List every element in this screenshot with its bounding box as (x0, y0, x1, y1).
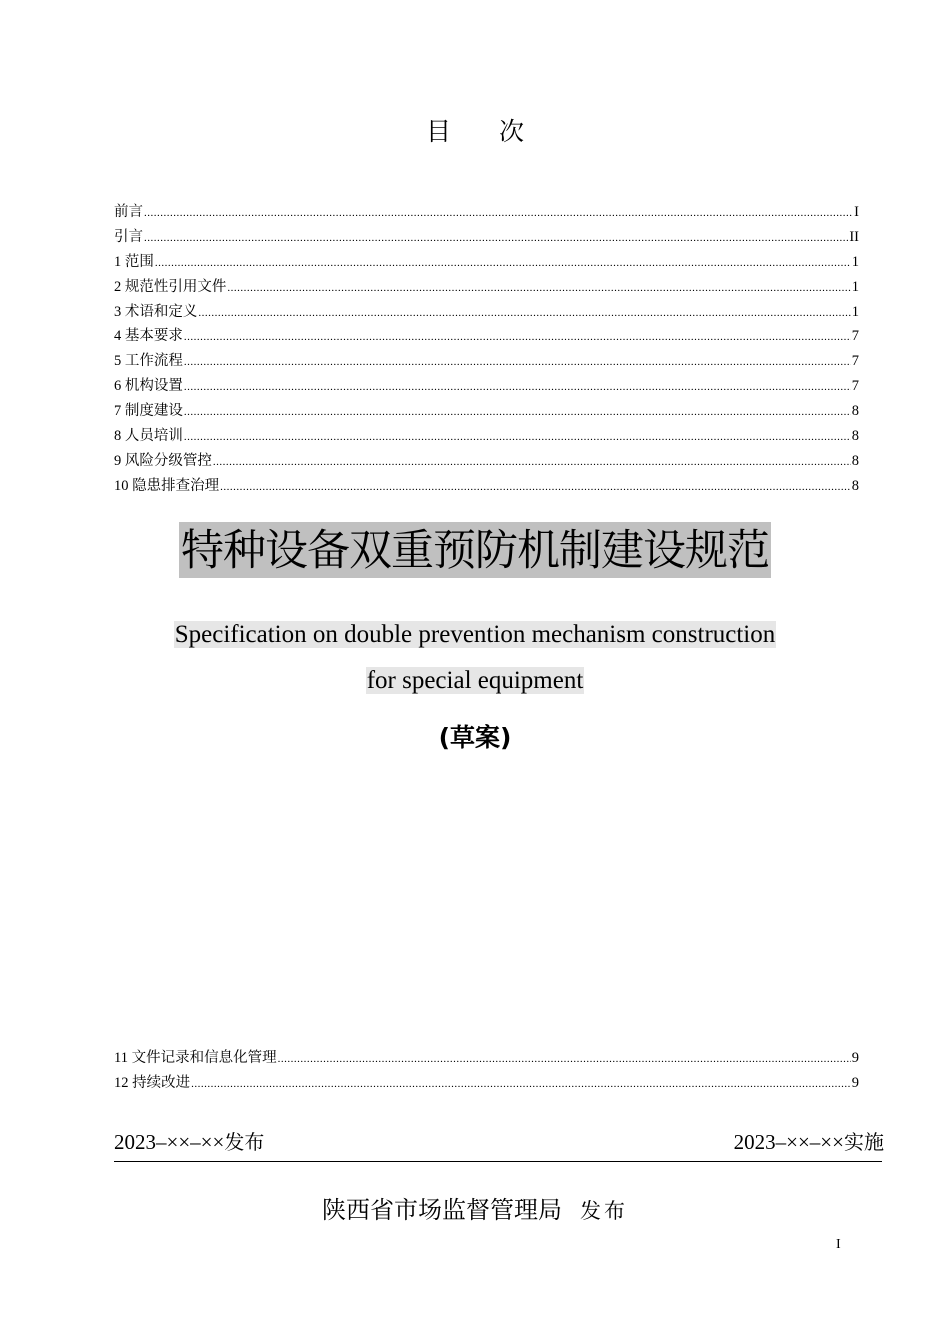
effective-date-value: 2023–××–×× (733, 1130, 844, 1154)
effective-date-suffix: 实施 (844, 1130, 884, 1154)
toc-leader-dots (191, 1072, 851, 1097)
toc-heading (0, 112, 950, 148)
toc-leader-dots (184, 425, 851, 450)
toc-leader-dots (227, 276, 850, 301)
toc-entry-page: 7 (851, 353, 859, 370)
toc-entry-label: 2 规范性引用文件 (114, 278, 227, 295)
toc-list-continued (114, 1046, 859, 1096)
draft-label: (草案) (438, 723, 512, 752)
toc-entry[interactable] (114, 225, 859, 250)
toc-entry-page: I (854, 204, 859, 220)
toc-leader-dots (155, 251, 851, 276)
toc-entry-label: 7 制度建设 (114, 403, 183, 420)
toc-entry-page: 8 (851, 477, 859, 494)
effective-date (734, 1126, 884, 1158)
toc-entry[interactable] (114, 1071, 859, 1096)
toc-entry-label: 3 术语和定义 (114, 303, 198, 320)
toc-leader-dots (184, 375, 851, 400)
toc-entry-page: 9 (851, 1074, 859, 1091)
toc-leader-dots (198, 301, 850, 326)
toc-entry-label: 4 基本要求 (114, 328, 183, 345)
toc-entry[interactable] (114, 424, 859, 449)
toc-leader-dots (220, 475, 851, 500)
toc-entry[interactable] (114, 275, 859, 300)
toc-entry[interactable] (114, 399, 859, 424)
document-title-en-line1: Specification on double prevention mechanism construction (174, 621, 776, 648)
publisher (0, 1190, 950, 1225)
toc-entry[interactable] (114, 324, 859, 349)
toc-entry-page: 9 (851, 1050, 859, 1066)
toc-entry-page: 7 (851, 378, 859, 395)
toc-list (114, 200, 859, 499)
toc-leader-dots (184, 325, 851, 350)
document-title-en (0, 612, 950, 704)
toc-entry-label: 9 风险分级管控 (114, 452, 212, 469)
horizontal-rule (114, 1161, 882, 1162)
toc-entry-label: 10 隐患排查治理 (114, 477, 220, 494)
publisher-suffix: 发布 (580, 1199, 628, 1223)
toc-leader-dots (213, 450, 851, 475)
toc-leader-dots (144, 201, 853, 226)
toc-entry-page: 8 (851, 428, 859, 445)
toc-entry-page: 1 (851, 253, 859, 270)
toc-entry-label: 5 工作流程 (114, 353, 183, 370)
toc-entry-label: 引言 (114, 228, 143, 245)
toc-leader-dots (278, 1047, 851, 1072)
toc-entry-page: 1 (851, 278, 859, 295)
publish-date-suffix: 发布 (224, 1130, 265, 1154)
page-number: I (836, 1237, 841, 1252)
toc-leader-dots (184, 350, 851, 375)
toc-heading-right: 次 (499, 117, 525, 146)
toc-entry-label: 1 范围 (114, 253, 154, 270)
publish-date (114, 1126, 264, 1158)
toc-entry[interactable] (114, 1046, 859, 1071)
toc-entry[interactable] (114, 300, 859, 325)
toc-entry-page: 8 (851, 403, 859, 420)
toc-leader-dots (184, 400, 851, 425)
toc-entry[interactable] (114, 449, 859, 474)
toc-entry[interactable] (114, 374, 859, 399)
toc-entry[interactable] (114, 200, 859, 225)
toc-entry-label: 8 人员培训 (114, 428, 183, 445)
document-title-cn-text: 特种设备双重预防机制建设规范 (179, 522, 771, 578)
toc-entry[interactable] (114, 349, 859, 374)
document-title-cn (0, 522, 950, 578)
toc-entry-page: 7 (851, 328, 859, 345)
date-row (114, 1126, 884, 1162)
toc-entry-label: 11 文件记录和信息化管理 (114, 1050, 277, 1066)
publisher-name: 陕西省市场监督管理局 (322, 1196, 562, 1224)
toc-entry-page: 1 (851, 303, 859, 320)
toc-heading-left: 目 (425, 117, 451, 146)
toc-entry-page: 8 (851, 452, 859, 469)
toc-entry-label: 12 持续改进 (114, 1074, 191, 1091)
toc-entry-page: II (849, 228, 859, 245)
toc-leader-dots (144, 226, 848, 251)
publish-date-value: 2023–××–×× (114, 1130, 225, 1154)
document-title-en-line2: for special equipment (366, 667, 584, 694)
toc-entry[interactable] (114, 474, 859, 499)
toc-entry[interactable] (114, 250, 859, 275)
toc-entry-label: 6 机构设置 (114, 378, 183, 395)
toc-entry-label: 前言 (114, 204, 143, 220)
